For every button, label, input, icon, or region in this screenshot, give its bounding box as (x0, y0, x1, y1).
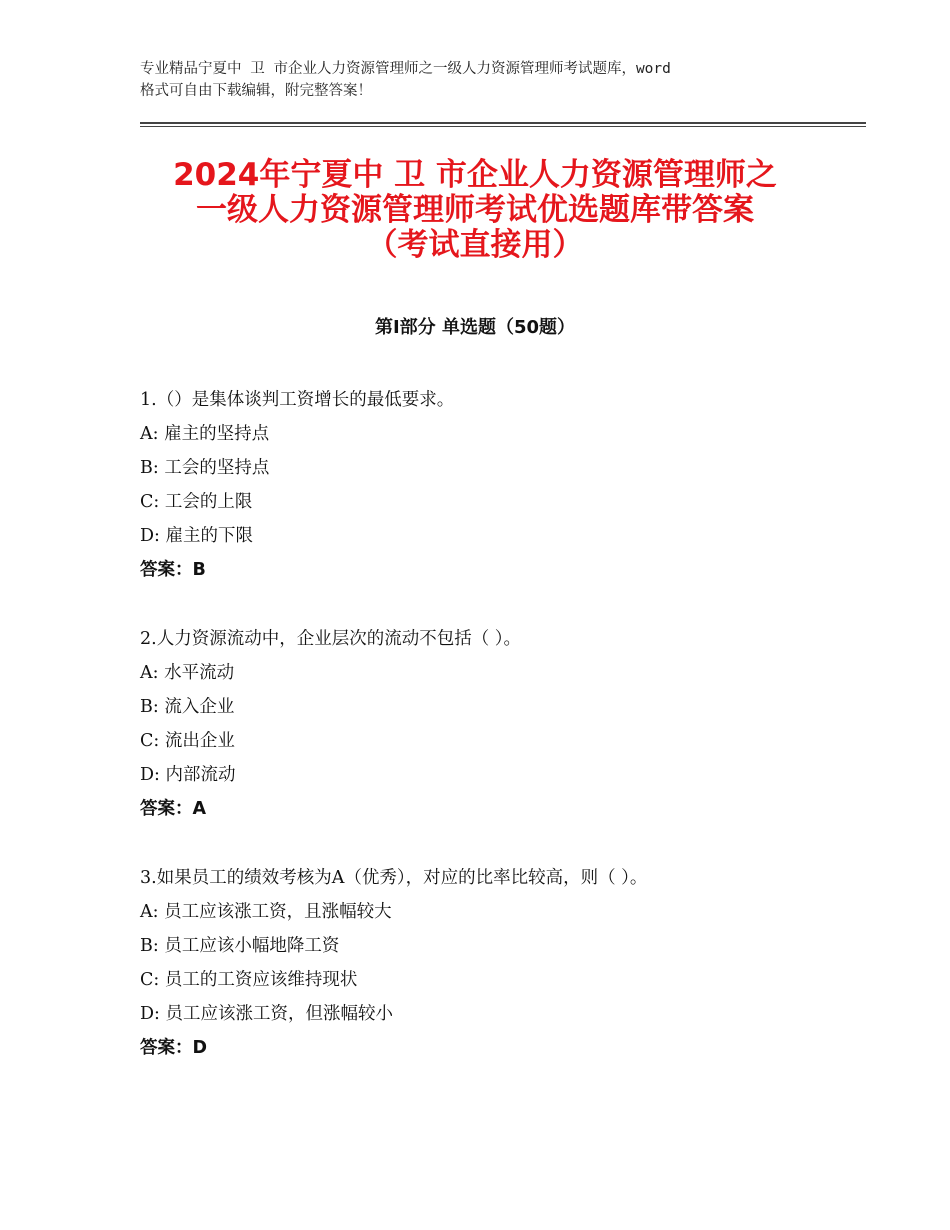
document-title-line-2: 一级人力资源管理师考试优选题库带答案 (196, 192, 754, 228)
answer-label: 答案：A (140, 799, 207, 819)
option-d: D: 员工应该涨工资，但涨幅较小 (140, 1004, 393, 1024)
option-c: C: 工会的上限 (140, 492, 253, 512)
document-title-line-1: 2024年宁夏中 卫 市企业人力资源管理师之 (173, 157, 777, 193)
header-note-line-2: 格式可自由下载编辑，附完整答案！ (140, 83, 372, 99)
question-stem: 1.（）是集体谈判工资增长的最低要求。 (140, 390, 455, 410)
header-rule-thick (140, 122, 866, 124)
option-d: D: 内部流动 (140, 765, 236, 785)
option-a: A: 雇主的坚持点 (140, 424, 270, 444)
header-note (140, 58, 830, 102)
header-note-line-1: 专业精品宁夏中 卫 市企业人力资源管理师之一级人力资源管理师考试题库，word (140, 61, 671, 77)
option-d: D: 雇主的下限 (140, 526, 253, 546)
document-title (95, 158, 855, 263)
question-2 (140, 622, 860, 826)
option-a: A: 水平流动 (140, 663, 235, 683)
question-stem: 2.人力资源流动中，企业层次的流动不包括（ ）。 (140, 629, 522, 649)
answer-label: 答案：B (140, 560, 206, 580)
option-c: C: 员工的工资应该维持现状 (140, 970, 358, 990)
question-3 (140, 861, 860, 1065)
option-c: C: 流出企业 (140, 731, 235, 751)
option-b: B: 流入企业 (140, 697, 235, 717)
answer-label: 答案：D (140, 1038, 208, 1058)
question-stem: 3.如果员工的绩效考核为A（优秀），对应的比率比较高，则（ ）。 (140, 868, 648, 888)
option-a: A: 员工应该涨工资，且涨幅较大 (140, 902, 392, 922)
header-rule-thin (140, 126, 866, 127)
option-b: B: 员工应该小幅地降工资 (140, 936, 340, 956)
question-1 (140, 383, 860, 587)
document-title-line-3: （考试直接用） (366, 227, 584, 263)
option-b: B: 工会的坚持点 (140, 458, 270, 478)
section-heading: 第Ⅰ部分 单选题（50题） (374, 317, 575, 338)
